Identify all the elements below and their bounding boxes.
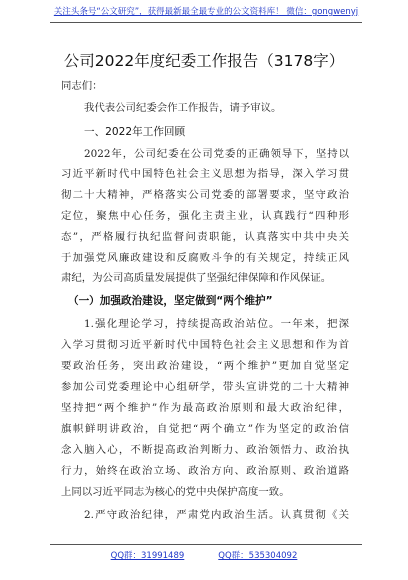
paragraph-line: 行力，始终在政治立场、政治方向、政治原则、政治道路 — [61, 465, 349, 477]
document-title: 公司2022年度纪委工作报告（3178字） — [63, 52, 345, 70]
paragraph-line: 参加公司党委理论中心组研学，带头宣讲党的二十大精神 — [61, 381, 349, 393]
paragraph-line: 坚持把“两个维护”作为最高政治原则和最大政治纪律， — [61, 402, 349, 414]
salutation: 同志们： — [61, 80, 103, 92]
footer-qq-group-1[interactable]: QQ群：31991489 — [110, 551, 185, 561]
paragraph-line: 2.严守政治纪律，严肃党内政治生活。认真贯彻《关 — [84, 509, 349, 521]
footer-qq-group-2[interactable]: QQ群：535304092 — [218, 551, 298, 561]
paragraph-line: 彻二十大精神，严格落实公司党委的部署要求，坚守政治 — [61, 189, 349, 201]
paragraph-line: 态”，严格履行执纪监督问责职能，认真落实中共中央关 — [61, 231, 349, 243]
paragraph-line: 肃纪，为公司高质量发展提供了坚强纪律保障和作风保证。 — [61, 272, 332, 284]
paragraph-line: 入学习贯彻习近平新时代中国特色社会主义思想和作为首 — [61, 339, 349, 351]
intro-paragraph: 我代表公司纪委会作工作报告，请予审议。 — [84, 102, 282, 114]
footer — [0, 550, 408, 562]
paragraph-line: 旗帜鲜明讲政治，自觉把“两个确立”作为坚定的政治信 — [61, 423, 349, 435]
paragraph-line: 要政治任务，突出政治建设，“两个维护”更加自觉坚定 — [61, 360, 349, 372]
paragraph-line: 1.强化理论学习，持续提高政治站位。一年来，把深 — [84, 318, 349, 330]
footer-divider — [50, 544, 362, 545]
paragraph-line: 2022年，公司纪委在公司党委的正确领导下，坚持以 — [84, 148, 349, 160]
paragraph-line: 上同以习近平同志为核心的党中央保护高度一致。 — [61, 486, 290, 498]
paragraph-line: 习近平新时代中国特色社会主义思想为指导，深入学习贯 — [61, 168, 349, 180]
header-banner-link[interactable]: 关注头条号“公文研究”，获得最新最全最专业的公文资料库！ 微信：gongwenyj — [53, 7, 359, 17]
subsection-heading: （一）加强政治建设，坚定做到“两个维护” — [68, 295, 273, 307]
paragraph-line: 念入脑入心，不断提高政治判断力、政治领悟力、政治执 — [61, 444, 349, 456]
paragraph-line: 定位，聚焦中心任务，强化主责主业，认真践行“四种形 — [61, 210, 349, 222]
header-divider — [50, 22, 362, 23]
paragraph-line: 于加强党风廉政建设和反腐败斗争的有关规定，持续正风 — [61, 252, 349, 264]
section-heading: 一、2022年工作回顾 — [84, 126, 186, 138]
